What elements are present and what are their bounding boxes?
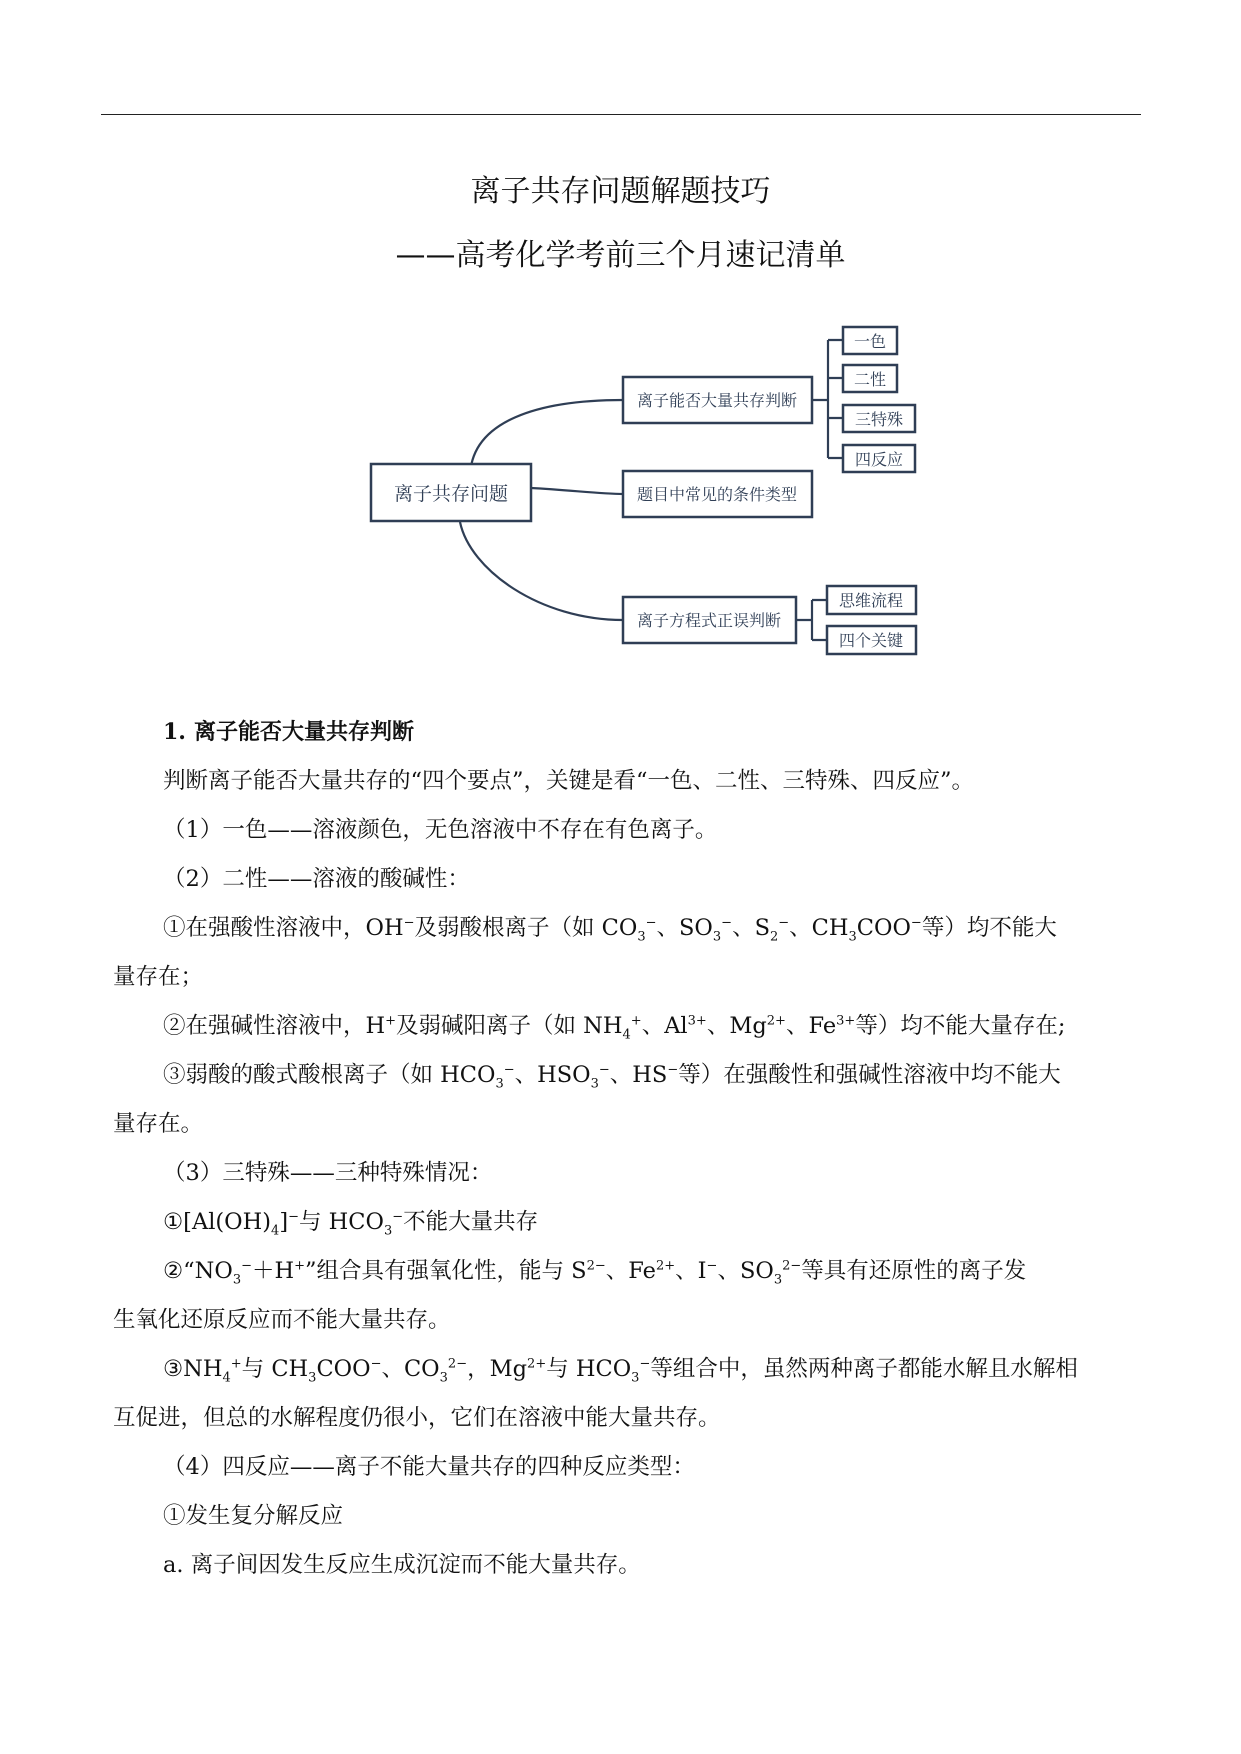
mindmap-branch3-label: 离子方程式正误判断 — [636, 611, 782, 630]
charge-superscript: − — [503, 1062, 515, 1078]
paragraph-p4-1: ①发生复分解反应 — [163, 1503, 344, 1529]
mindmap-leaf-siguanjian-label: 四个关键 — [838, 631, 904, 650]
text-run: COO — [856, 915, 911, 941]
text-run: 等）均不能大量存在; — [855, 1013, 1066, 1039]
mindmap-root-label: 离子共存问题 — [393, 483, 509, 505]
text-run: 、SO — [717, 1258, 774, 1284]
charge-superscript: − — [667, 1062, 679, 1078]
branch-connector-3 — [460, 522, 623, 620]
branch-connector-2 — [531, 488, 623, 494]
text-run: ③弱酸的酸式酸根离子（如 HCO — [163, 1062, 496, 1088]
mind-map — [0, 310, 1241, 670]
subscript-count: 3 — [308, 1370, 317, 1386]
charge-superscript: 2− — [782, 1258, 802, 1274]
mindmap-leaf-santeshu-label: 三特殊 — [854, 410, 904, 429]
paragraph-p3-3-cont: 互促进，但总的水解程度仍很小，它们在溶液中能大量共存。 — [113, 1405, 721, 1431]
charge-superscript: − — [241, 1258, 252, 1274]
charge-superscript: 2+ — [527, 1356, 547, 1372]
charge-superscript: − — [392, 1209, 404, 1225]
mindmap-leaf-erxing-label: 二性 — [853, 370, 887, 389]
text-run: ①在强酸性溶液中，OH — [163, 915, 404, 941]
paragraph-intro: 判断离子能否大量共存的“四个要点”，关键是看“一色、二性、三特殊、四反应”。 — [163, 768, 975, 794]
paragraph-p2-1-cont: 量存在； — [113, 964, 204, 990]
text-run: ，Mg — [467, 1356, 528, 1382]
subscript-count: 3 — [631, 1370, 640, 1386]
mindmap-leaf-siwei-label: 思维流程 — [838, 591, 904, 610]
text-run: ②在强碱性溶液中，H — [163, 1013, 386, 1039]
mindmap-leaf-yise-label: 一色 — [853, 332, 887, 351]
text-run: ] — [279, 1209, 289, 1235]
text-run: 、CO — [381, 1356, 440, 1382]
text-run: 不能大量共存 — [403, 1209, 539, 1235]
charge-superscript: − — [403, 915, 415, 931]
subscript-count: 2 — [769, 929, 779, 945]
charge-superscript: − — [706, 1258, 718, 1274]
charge-superscript: 2+ — [766, 1013, 786, 1029]
paragraph-p2-3 — [113, 1051, 1133, 1100]
paragraph-p3-3 — [113, 1345, 1133, 1394]
charge-superscript: 2+ — [655, 1258, 676, 1274]
paragraph-point3: （3）三特殊——三种特殊情况： — [163, 1160, 493, 1186]
text-run: 、Fe — [785, 1013, 837, 1039]
paragraph-p3-2-cont: 生氧化还原反应而不能大量共存。 — [113, 1307, 451, 1333]
subscript-count: 3 — [848, 929, 857, 945]
subscript-count: 3 — [439, 1370, 448, 1386]
text-run: 等组合中，虽然两种离子都能水解且水解相 — [650, 1356, 1078, 1382]
charge-superscript: − — [645, 915, 657, 931]
text-run: 、Fe — [605, 1258, 656, 1284]
section-heading — [113, 708, 1133, 757]
text-run: 与 HCO — [299, 1209, 384, 1235]
paragraph-p2-1 — [113, 904, 1133, 953]
subscript-count: 3 — [773, 1272, 783, 1288]
paragraph-p4-a: a. 离子间因发生反应生成沉淀而不能大量共存。 — [163, 1552, 641, 1578]
page-subtitle: ——高考化学考前三个月速记清单 — [395, 238, 846, 273]
text-run: 等具有还原性的离子发 — [801, 1258, 1027, 1284]
text-run: ③NH — [163, 1356, 223, 1382]
charge-superscript: − — [288, 1209, 299, 1225]
branch3-bracket — [796, 600, 826, 640]
charge-superscript: − — [721, 915, 733, 931]
paragraph-p3-1 — [113, 1198, 1133, 1247]
text-run: 与 CH — [241, 1356, 309, 1382]
text-run: 、HSO — [514, 1062, 591, 1088]
charge-superscript: − — [778, 915, 790, 931]
text-run: 、HS — [609, 1062, 668, 1088]
subscript-count: 3 — [590, 1076, 599, 1092]
subscript-count: 3 — [232, 1272, 242, 1288]
text-run: COO — [316, 1356, 371, 1382]
charge-superscript: 3+ — [687, 1013, 707, 1029]
mindmap-leaf-sifanying-label: 四反应 — [854, 450, 904, 469]
mindmap-branch1-label: 离子能否大量共存判断 — [636, 391, 798, 410]
text-run: 、SO — [656, 915, 713, 941]
subscript-count: 4 — [271, 1223, 280, 1239]
subscript-count: 4 — [222, 1370, 231, 1386]
charge-superscript: 2− — [586, 1258, 606, 1274]
paragraph-p2-3-cont: 量存在。 — [113, 1111, 204, 1137]
subscript-count: 3 — [712, 929, 722, 945]
text-run: 及弱碱阳离子（如 NH — [396, 1013, 623, 1039]
subscript-count: 3 — [495, 1076, 504, 1092]
text-run: 及弱酸根离子（如 CO — [414, 915, 638, 941]
section-number: 1. — [163, 719, 186, 745]
header-rule — [101, 114, 1141, 115]
charge-superscript: 2− — [447, 1356, 468, 1372]
charge-superscript: − — [639, 1356, 651, 1372]
subscript-count: 3 — [637, 929, 646, 945]
paragraph-point4: （4）四反应——离子不能大量共存的四种反应类型： — [163, 1454, 695, 1480]
text-run: ”组合具有强氧化性，能与 S — [305, 1258, 587, 1284]
charge-superscript: + — [630, 1013, 642, 1029]
charge-superscript: 3+ — [836, 1013, 856, 1029]
text-run: 等）均不能大 — [921, 915, 1057, 941]
charge-superscript: + — [385, 1013, 397, 1029]
charge-superscript: + — [230, 1356, 242, 1372]
charge-superscript: − — [910, 915, 922, 931]
subscript-count: 4 — [622, 1027, 631, 1043]
text-run: 、Mg — [706, 1013, 767, 1039]
paragraph-p3-2 — [113, 1247, 1133, 1296]
paragraph-point1: （1）一色——溶液颜色，无色溶液中不存在有色离子。 — [163, 817, 718, 843]
text-run: 等）在强酸性和强碱性溶液中均不能大 — [678, 1062, 1061, 1088]
text-run: ②“NO — [163, 1258, 233, 1284]
page-title: 离子共存问题解题技巧 — [470, 174, 771, 209]
text-run: ＋H — [252, 1258, 295, 1284]
text-run: 、Al — [641, 1013, 688, 1039]
mindmap-branch2-label: 题目中常见的条件类型 — [636, 485, 798, 504]
paragraph-p2-2 — [113, 1002, 1133, 1051]
section-heading-text: 离子能否大量共存判断 — [193, 720, 414, 745]
text-run: 、CH — [789, 915, 849, 941]
branch1-bracket — [812, 340, 842, 458]
charge-superscript: − — [598, 1062, 610, 1078]
text-run: 、I — [675, 1258, 707, 1284]
text-run: 与 HCO — [546, 1356, 632, 1382]
charge-superscript: + — [294, 1258, 306, 1274]
charge-superscript: − — [370, 1356, 382, 1372]
text-run: ①[Al(OH) — [163, 1209, 272, 1235]
paragraph-point2: （2）二性——溶液的酸碱性： — [163, 866, 470, 892]
section-1-body — [113, 708, 1133, 1590]
subscript-count: 3 — [383, 1223, 393, 1239]
text-run: 、S — [732, 915, 770, 941]
